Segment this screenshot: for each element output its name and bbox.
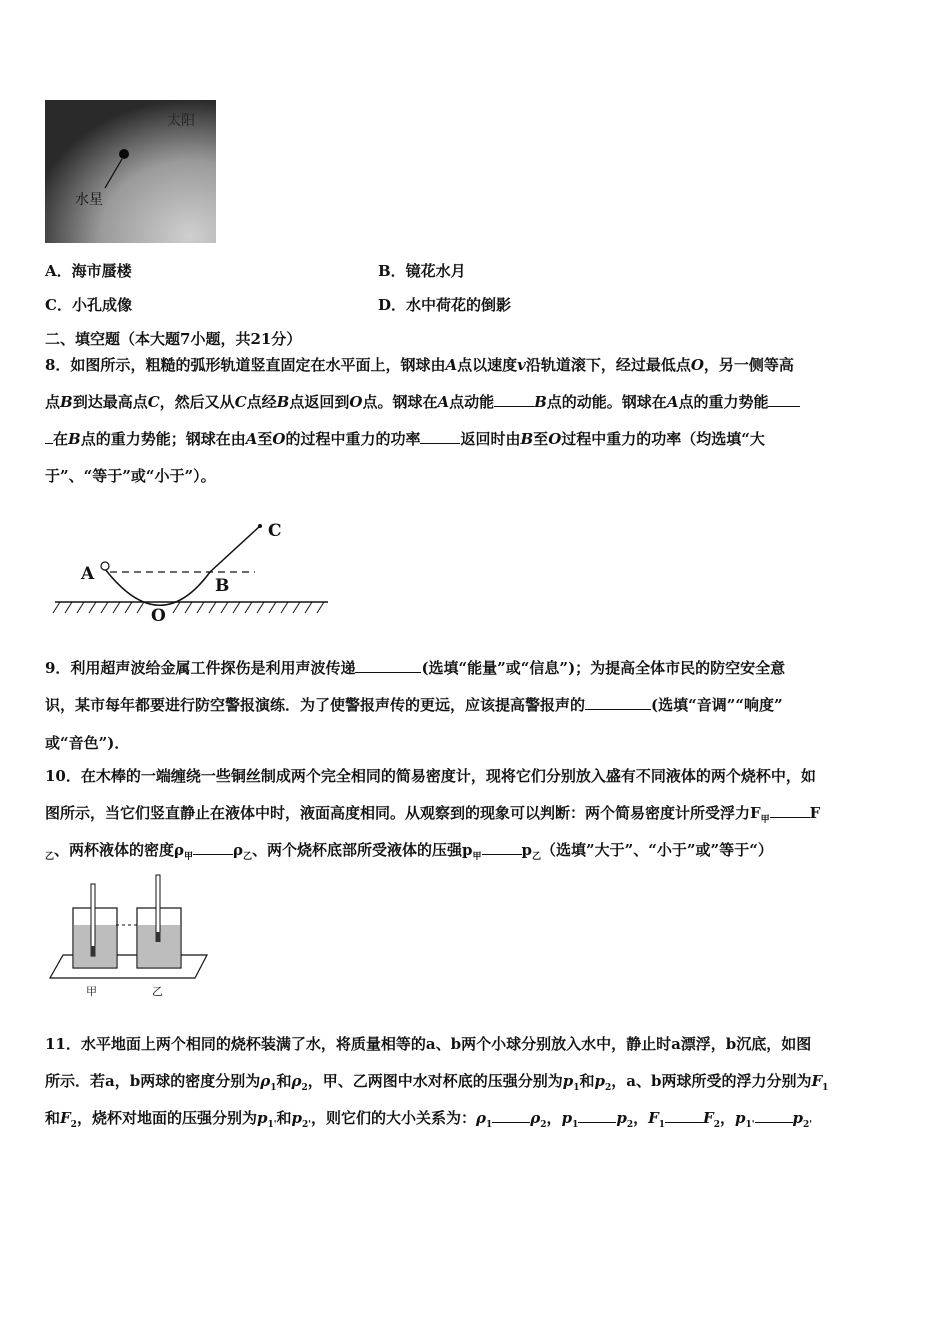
mercury-label: 水星: [75, 192, 103, 208]
q11-line-3: 和$F_2$，烧杯对地面的压强分别为$p_{1'}$和$p_{2'}$，则它们的大小关系为：$\rho_1$ $\rho_2$，$p_1$ $p_2$，$F_1$ $F_2$，$p_{1'}$ $p_{2'}$: [45, 1109, 813, 1130]
q9-line-1: 9．利用超声波给金属工件探伤是利用声波传递 (选填“能量”或“信息”)；为提高全体市民的防空安全意: [45, 659, 786, 677]
option-a: A．海市蜃楼: [45, 262, 132, 280]
beaker-right-label: 乙: [152, 985, 163, 998]
q10-line-1: 10．在木棒的一端缠绕一些铜丝制成两个完全相同的简易密度计，现将它们分别放入盛有不同液体的两个烧杯中，如: [45, 767, 816, 785]
q8-line-1: 8．如图所示，粗糙的弧形轨道竖直固定在水平面上，钢球由A点以速度v沿轨道滚下，经过最低点O，另一侧等高: [45, 356, 794, 374]
track-label-c: C: [268, 521, 282, 541]
track-label-a: A: [81, 564, 95, 584]
q10-blank-2[interactable]: [193, 840, 233, 855]
q11-blank-3[interactable]: [665, 1108, 703, 1123]
q8-blank-3[interactable]: [420, 429, 460, 444]
q10-line-3: $_乙$、两杯液体的密度$\rho_甲$ $\rho_乙$、两个烧杯底部所受液体的压强$p_甲$ $p_乙$（选填”大于”、“小于”或”等于“）: [45, 841, 773, 862]
track-label-o: O: [151, 606, 166, 626]
q11-blank-1[interactable]: [492, 1108, 530, 1123]
option-d: D．水中荷花的倒影: [378, 296, 512, 314]
q11-blank-4[interactable]: [755, 1108, 793, 1123]
beakers-figure: [45, 870, 215, 1000]
track-figure: [50, 510, 335, 625]
q11-blank-2[interactable]: [578, 1108, 616, 1123]
track-label-b: B: [215, 576, 230, 596]
q9-blank-2[interactable]: [585, 695, 651, 710]
q8-blank-2b[interactable]: [45, 429, 53, 444]
sun-label: 太阳: [167, 113, 195, 129]
q11-line-2: 所示．若a，b两球的密度分别为$\rho_1$和$\rho_2$，甲、乙两图中水对杯底的压强分别为$p_1$和$p_2$，a、b两球所受的浮力分别为$F_1$: [45, 1072, 829, 1093]
beaker-left-label: 甲: [86, 985, 97, 998]
q11-line-1: 11．水平地面上两个相同的烧杯装满了水，将质量相等的a、b两个小球分别放入水中，静止时a漂浮，b沉底，如图: [45, 1035, 812, 1053]
option-b: B．镜花水月: [378, 262, 466, 280]
q8-line-2: 点B到达最高点C，然后又从C点经B点返回到O点。钢球在A点动能 B点的动能。钢球在A点的重力势能: [45, 392, 800, 412]
q8-line-4: 于”、“等于”或“小于”）。: [45, 467, 216, 485]
q10-blank-1[interactable]: [770, 803, 810, 818]
q10-line-2: 图所示，当它们竖直静止在液体中时，液面高度相同。从观察到的现象可以判断：两个简易密度计所受浮力$F_甲$ F: [45, 804, 821, 825]
sun-mercury-figure: [45, 100, 216, 243]
mercury-dot: [119, 149, 129, 159]
q9-blank-1[interactable]: [355, 658, 421, 673]
q8-blank-2a[interactable]: [768, 392, 800, 407]
q10-blank-3[interactable]: [482, 840, 522, 855]
q9-line-3: 或“音色”)．: [45, 734, 130, 752]
q9-line-2: 识，某市每年都要进行防空警报演练．为了使警报声传的更远，应该提高警报声的 (选填“音调”“响度”: [45, 696, 783, 714]
option-c: C．小孔成像: [45, 296, 132, 314]
section-title: 二、填空题（本大题7小题，共21分）: [45, 330, 302, 348]
q8-blank-1[interactable]: [494, 392, 534, 407]
beakers-diagram: [45, 870, 215, 1000]
q8-line-3: 在B点的重力势能；钢球在由A至O的过程中重力的功率 返回时由B至O过程中重力的功率（均选填“大: [45, 429, 765, 449]
